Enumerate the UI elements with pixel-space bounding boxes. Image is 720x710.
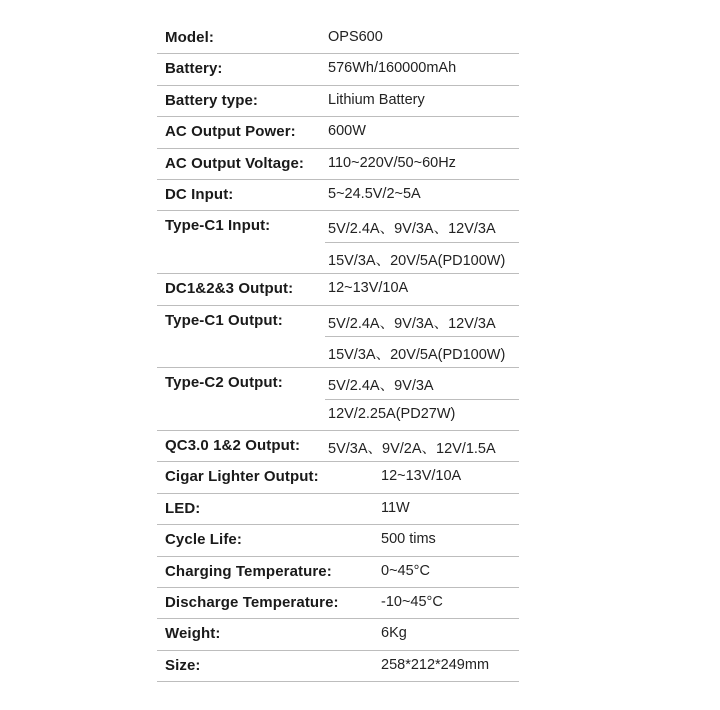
spec-label: AC Output Voltage:	[165, 154, 305, 172]
spec-value: 5V/3A、9V/2A、12V/1.5A	[328, 441, 496, 458]
spec-label: LED:	[165, 499, 201, 517]
spec-label: Weight:	[165, 625, 221, 643]
spec-row-led	[157, 494, 519, 525]
spec-row-cycle-life	[157, 525, 519, 556]
spec-row-charging-temperature	[157, 557, 519, 588]
spec-row-type-c2-output-cont	[157, 400, 519, 431]
spec-label: Model:	[165, 29, 214, 46]
spec-row-model	[157, 23, 519, 54]
spec-row-size	[157, 651, 519, 682]
spec-value: 12~13V/10A	[328, 280, 409, 297]
spec-value: 15V/3A、20V/5A(PD100W)	[328, 252, 506, 269]
spec-label: Battery type:	[165, 91, 258, 109]
spec-value: 576Wh/160000mAh	[328, 60, 457, 77]
spec-value: -10~45°C	[381, 594, 443, 611]
spec-label: DC Input:	[165, 185, 234, 203]
spec-label: Battery:	[165, 60, 223, 78]
spec-row-discharge-temperature	[157, 588, 519, 619]
spec-label: Type-C1 Input:	[165, 217, 271, 235]
spec-value: 12V/2.25A(PD27W)	[328, 405, 456, 422]
spec-label: QC3.0 1&2 Output:	[165, 437, 301, 455]
spec-row-type-c1-input	[157, 211, 519, 242]
spec-value: 600W	[328, 123, 366, 140]
spec-row-ac-output-voltage	[157, 149, 519, 180]
spec-label: AC Output Power:	[165, 123, 296, 141]
spec-table	[157, 23, 519, 682]
spec-row-battery-type	[157, 86, 519, 117]
spec-label: DC1&2&3 Output:	[165, 280, 294, 298]
spec-label: Size:	[165, 656, 201, 674]
spec-row-qc-output	[157, 431, 519, 462]
spec-value: 258*212*249mm	[381, 656, 490, 673]
spec-value: 5~24.5V/2~5A	[328, 185, 421, 202]
spec-row-cigar-lighter-output	[157, 462, 519, 493]
spec-label: Cigar Lighter Output:	[165, 468, 319, 486]
spec-label: Charging Temperature:	[165, 562, 332, 580]
spec-row-ac-output-power	[157, 117, 519, 148]
spec-value: Lithium Battery	[328, 91, 425, 108]
spec-row-weight	[157, 619, 519, 650]
spec-row-battery	[157, 54, 519, 85]
spec-value: 5V/2.4A、9V/3A	[328, 378, 434, 395]
spec-value: 5V/2.4A、9V/3A、12V/3A	[328, 221, 496, 238]
spec-value: 12~13V/10A	[381, 468, 462, 485]
spec-row-dc-output	[157, 274, 519, 305]
spec-value: OPS600	[328, 29, 383, 45]
spec-label: Type-C2 Output:	[165, 374, 283, 392]
spec-value: 0~45°C	[381, 562, 430, 579]
spec-row-dc-input	[157, 180, 519, 211]
spec-label: Type-C1 Output:	[165, 311, 283, 329]
spec-value: 500 tims	[381, 531, 436, 548]
spec-value: 110~220V/50~60Hz	[328, 154, 456, 171]
spec-row-type-c1-output	[157, 306, 519, 337]
spec-value: 11W	[381, 499, 410, 516]
spec-value: 6Kg	[381, 625, 407, 642]
spec-value: 15V/3A、20V/5A(PD100W)	[328, 346, 506, 363]
spec-row-type-c1-input-cont	[157, 243, 519, 274]
spec-label: Cycle Life:	[165, 531, 242, 549]
spec-row-type-c2-output	[157, 368, 519, 399]
spec-row-type-c1-output-cont	[157, 337, 519, 368]
spec-value: 5V/2.4A、9V/3A、12V/3A	[328, 315, 496, 332]
spec-label: Discharge Temperature:	[165, 594, 339, 612]
